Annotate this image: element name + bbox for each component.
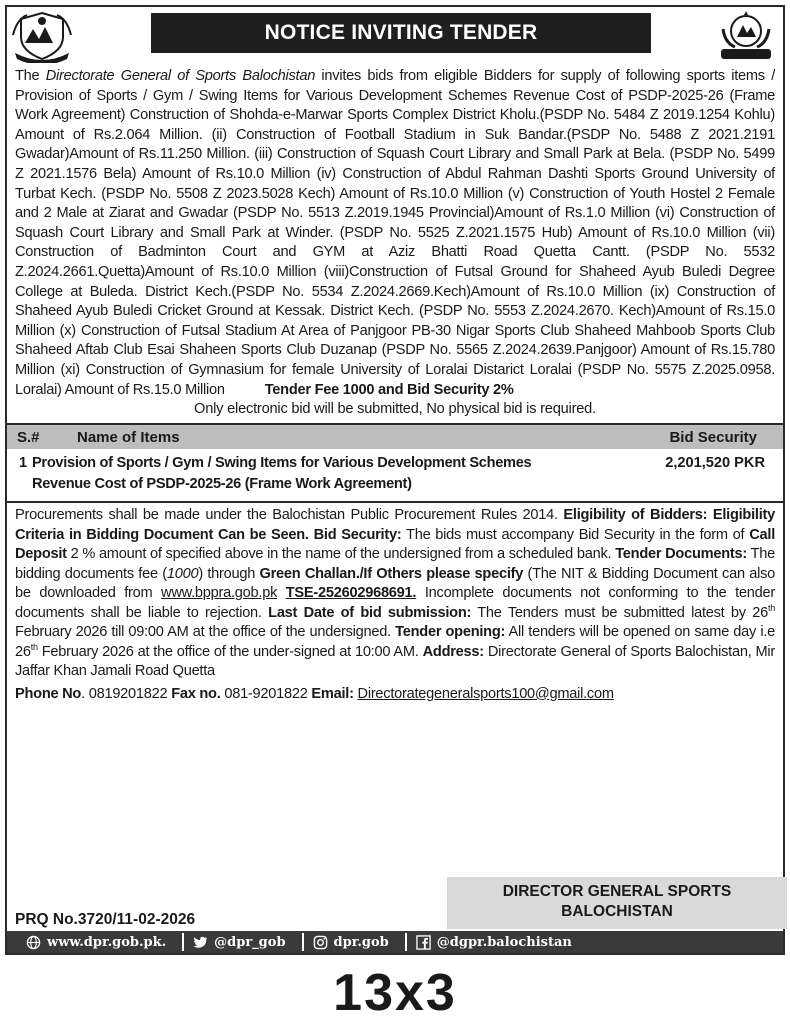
terms-text: The bidding documents fee ( <box>15 546 775 582</box>
terms-paragraph <box>7 503 783 682</box>
row-serial: 1 <box>19 455 28 472</box>
row-bid-security: 2,201,520 PKR <box>665 455 765 472</box>
instagram-handle: dpr.gob <box>333 934 389 950</box>
signatory-box <box>447 877 787 929</box>
organization-name: Directorate General of Sports Balochistan <box>45 68 316 84</box>
terms-text: The bids must accompany Bid Security in the form of <box>401 526 750 543</box>
tender-fee: Tender Fee 1000 and Bid Security 2% <box>264 381 514 398</box>
tender-documents-heading: Tender Documents: <box>615 546 747 563</box>
header-serial: S.# <box>17 428 40 446</box>
header-item-name: Name of Items <box>77 428 180 446</box>
twitter-handle: @dpr_gob <box>214 934 286 950</box>
email-label: Email: <box>311 685 354 702</box>
twitter-item[interactable] <box>192 935 285 950</box>
ordinal-suffix: th <box>30 641 38 652</box>
divider <box>405 933 407 951</box>
ordinal-suffix: th <box>767 602 775 613</box>
phone-number: . 0819201822 <box>81 685 172 702</box>
signatory-province: BALOCHISTAN <box>561 903 673 920</box>
intro-text-body: invites bids from eligible Bidders for supply of following sports items / Provision of Sports / Gym / Swing Items for Various Development Schemes Revenue Cost of PSDP-2025-26 (Frame Work Agreement) Construction of Shohda-e-Marwar Sports Complex District Kholu.(PSDP No. 5484 Z 2019.1254 Kohlu) Amount of Rs.2.064 Million. (ii) Construction of Football Stadium in Suk Bandar.(PSDP No. 5488 Z 2021.2191 Gwadar)Amount of Rs.11.250 Million. (iii) Construction of Squash Court Library and Small Park at Bela. (PSDP No. 5499 Z 2021.1576 Bela) Amount of Rs.10.0 Million (iv) Construction of Abdul Rahman Dashti Sports Ground University of Turbat Kech. (PSDP No. 5508 Z 2023.5028 Kech) Amount of Rs.10.0 Million (v) Construction of Youth Hostel 2 Female and 2 Male at Ziarat and Gwadar (PSDP No. 5513 Z.2019.1945 Provincial)Amount of Rs.1.0 Million (vi) Construction of Squash Court Library and Small Park at Winder. (PSDP No. 5525 Z.2021.1575 Hub) Amount of Rs.10.0 Million (vii) Construction of Badminton Court and GYM at Aziz Bhatti Road Quetta Cantt. (PSDP No. 5532 Z.2024.2661.Quetta)Amount of Rs.10.0 Million (viii)Construction of Futsal Ground for Shaheed Ayub Buledi Degree College at Buleda. District Kech.(PSDP No. 5534 Z.2024.2669.Kech)Amount of Rs.10.0 Million (ix) Construction of Shaheed Ayub Buledi Cricket Ground at Kessak. District Kech. (PSDP No. 5553 Z.2024.2670. Kech)Amount of Rs.15.0 Million (x) Construction of Futsal Stadium At Area of Panjgoor PB-30 Nigar Sports Club Shaheed Mahboob Sports Club Shaheed Aftab Club Esai Shaheen Sports Club Duzanap (PSDP No. 5565 Z.2024.2639.Panjgoor) Amount of Rs.15.780 Million (xi) Construction of Gymnasium for female University of Loralai Distarict Loralai (PSDP No. 5575 Z.2025.0958. Loralai) Amount of Rs.15.0 Million <box>15 68 776 398</box>
bppra-website-link[interactable]: www.bppra.gob.pk <box>161 585 278 602</box>
twitter-icon <box>192 935 209 950</box>
green-challan-label: Green Challan./If Others please specify <box>259 565 524 582</box>
instagram-icon <box>312 935 329 950</box>
instagram-item[interactable] <box>312 935 389 950</box>
electronic-bid-note: Only electronic bid will be submitted, No physical bid is required. <box>194 401 596 418</box>
social-media-bar <box>7 931 783 953</box>
contact-line <box>7 682 783 702</box>
phone-label: Phone No <box>15 685 82 702</box>
intro-paragraph <box>7 65 783 400</box>
terms-text: (The NIT & Bidding Document can also be downloaded from <box>15 565 775 602</box>
sports-emblem-logo <box>11 9 73 63</box>
header-bid-security: Bid Security <box>669 428 757 446</box>
prq-number: PRQ No.3720/11-02-2026 <box>15 911 196 928</box>
document-fee: 1000 <box>166 565 199 582</box>
email-link[interactable]: Directorategeneralsports100@gmail.com <box>357 685 614 702</box>
last-date-heading: Last Date of bid submission: <box>268 604 472 621</box>
call-deposit-label: Call Deposit <box>15 526 775 563</box>
eligibility-heading: Eligibility of Bidders: Eligibility Criteria in Bidding Document Can be Seen. Bid Security: <box>15 507 775 543</box>
notice-title: NOTICE INVITING TENDER <box>151 13 651 53</box>
items-table <box>7 423 783 503</box>
ad-size-label: 13x3 <box>333 964 457 1022</box>
terms-text: ) through <box>198 565 260 582</box>
address-text: Directorate General of Sports Balochistan, Mir Jaffar Khan Jamali Road Quetta <box>15 643 775 680</box>
tender-notice <box>5 5 785 955</box>
items-table-header <box>7 425 783 449</box>
signatory-title: DIRECTOR GENERAL SPORTS <box>502 883 732 900</box>
facebook-handle: @dgpr.balochistan <box>436 934 572 950</box>
divider <box>182 933 184 951</box>
terms-text: The Tenders must be submitted latest by 26 <box>471 604 768 621</box>
tse-number: TSE-252602968691. <box>285 585 417 602</box>
notice-footer <box>7 877 783 929</box>
terms-text: Procurements shall be made under the Balochistan Public Procurement Rules 2014. <box>15 507 564 524</box>
facebook-icon <box>415 935 432 950</box>
tender-opening-heading: Tender opening: <box>395 624 506 641</box>
terms-text: Incomplete documents not conforming to the tender documents shall be liable to rejection. <box>15 585 775 621</box>
notice-header <box>7 7 783 65</box>
address-heading: Address: <box>422 643 484 660</box>
row-item-name: Provision of Sports / Gym / Swing Items for Various Development Schemes Revenue Cost of PSDP-2025-26 (Frame Work Agreement) <box>32 455 532 493</box>
government-seal-logo <box>715 9 777 63</box>
terms-text: All tenders will be opened on same day i.e 26 <box>15 624 776 660</box>
fax-number: 081-9201822 <box>220 685 312 702</box>
terms-text: February 2026 at the office of the under-signed at 10:00 AM. <box>37 643 423 660</box>
intro-text-start: The <box>15 68 46 84</box>
terms-text <box>277 585 286 601</box>
terms-text: February 2026 till 09:00 AM at the office of the undersigned. <box>15 624 396 641</box>
terms-text: 2 % amount of specified above in the name of the undersigned from a scheduled bank. <box>66 546 616 563</box>
website-item[interactable] <box>25 935 166 950</box>
facebook-item[interactable] <box>415 935 572 950</box>
divider <box>302 933 304 951</box>
website-text: www.dpr.gob.pk. <box>47 934 167 950</box>
table-row <box>7 449 783 501</box>
globe-icon <box>25 935 42 950</box>
fax-label: Fax no. <box>171 685 221 702</box>
